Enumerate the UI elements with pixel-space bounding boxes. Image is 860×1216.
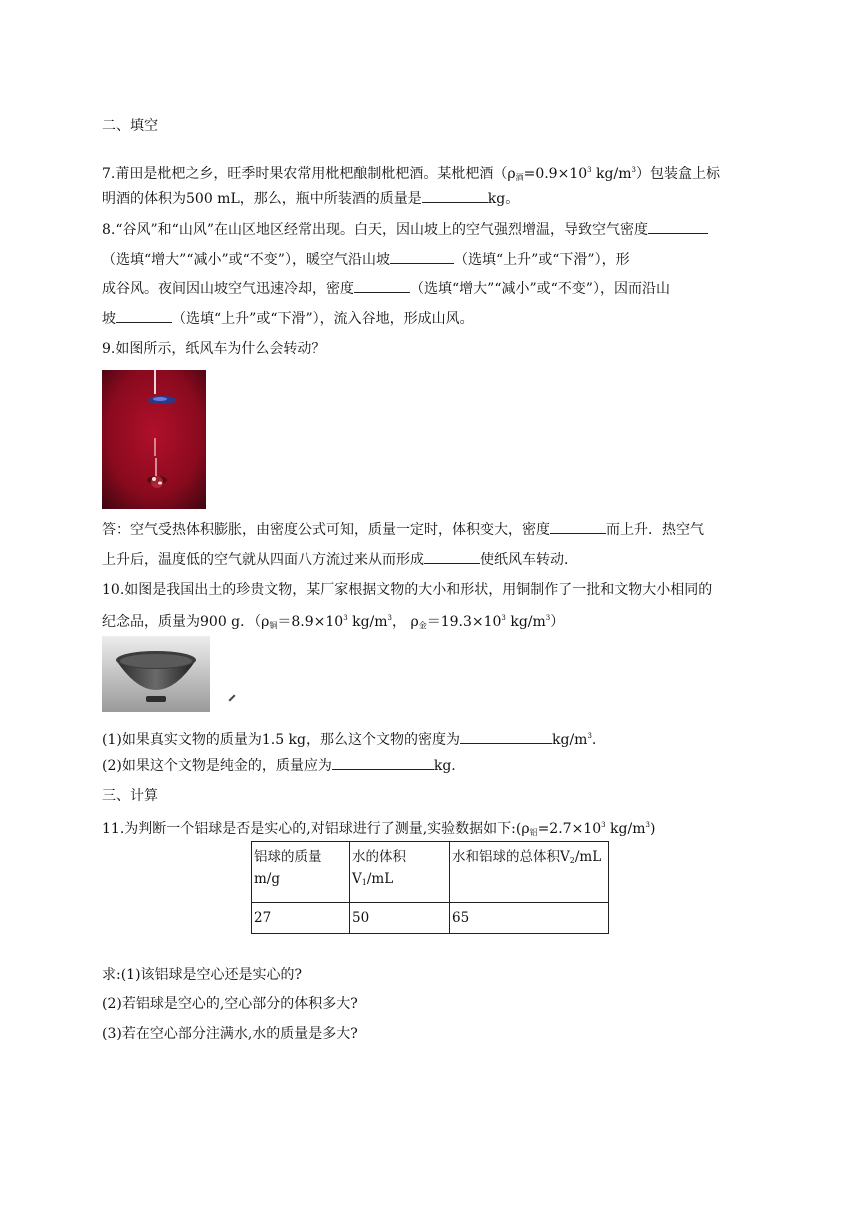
paper-windmill-photo xyxy=(102,370,206,509)
answer-blank xyxy=(332,757,434,770)
cell-total-volume: 65 xyxy=(450,903,609,934)
q7-line-2: 明酒的体积为500 mL，那么，瓶中所装酒的质量是 kg。 xyxy=(102,191,520,207)
q9-answer-line-2: 上升后，温度低的空气就从四面八方流过来从而形成 使纸风车转动． xyxy=(102,552,578,568)
q9-answer-line-1: 答：空气受热体积膨胀，由密度公式可知，质量一定时，体积变大，密度 而上升．热空气 xyxy=(102,522,704,538)
answer-blank xyxy=(550,521,606,534)
q11-ask-1: 求:(1)该铝球是空心还是实心的? xyxy=(102,967,303,983)
q8-line-3: 成谷风。夜间因山坡空气迅速冷却，密度 （选填“增大”“减小”或“不变”），因而沿山 xyxy=(102,281,670,297)
header-water-volume: 水的体积$V_1/mL$ xyxy=(350,842,450,903)
q10-line-1: 10.如图是我国出土的珍贵文物，某厂家根据文物的大小和形状，用铜制作了一批和文物大小相同的 xyxy=(102,582,713,598)
answer-blank xyxy=(422,190,488,203)
q10-part-2: (2)如果这个文物是纯金的，质量应为 kg. xyxy=(102,758,456,774)
header-ball-mass: 铝球的质量 m/g xyxy=(252,842,350,903)
section-heading-fill-in: 二、填空 xyxy=(102,118,158,134)
measurement-table xyxy=(251,841,609,934)
q10-line-2: 纪念品，质量为900 g．（$\rho_铜=8.9\times 10^3$ $kg/m^3$， $\rho_金=19.3\times 10^3$ $kg/m^3$） xyxy=(102,614,565,630)
table-row xyxy=(252,903,609,934)
bronze-bowl-photo xyxy=(102,636,210,712)
q8-line-4: 坡 （选填“上升”或“下滑”），流入谷地，形成山风。 xyxy=(102,311,474,327)
table-header-row xyxy=(252,842,609,903)
answer-blank xyxy=(116,310,172,323)
answer-blank xyxy=(390,251,454,264)
header-total-volume: 水和铝球的总体积$V_2/mL$ xyxy=(450,842,609,903)
q10-part-1: (1)如果真实文物的质量为1.5 kg，那么这个文物的密度为 $kg/m^3$. xyxy=(102,732,597,748)
q8-line-1: 8.“谷风”和“山风”在山区地区经常出现。白天，因山坡上的空气强烈增温，导致空气密度 xyxy=(102,220,708,240)
cell-mass: 27 xyxy=(252,903,350,934)
answer-blank xyxy=(460,731,552,744)
answer-blank xyxy=(648,221,708,234)
q9-question: 9.如图所示，纸风车为什么会转动？ xyxy=(102,341,326,357)
section-heading-calculation: 三、计算 xyxy=(102,788,158,804)
answer-blank xyxy=(424,551,480,564)
q11-ask-2: (2)若铝球是空心的,空心部分的体积多大? xyxy=(102,996,358,1012)
pen-mark xyxy=(228,694,235,701)
q11-question: 11.为判断一个铝球是否是实心的,对铝球进行了测量,实验数据如下$:(\rho_铝=2.7\times 10^3$ $kg/m^3$) xyxy=(102,821,656,837)
answer-blank xyxy=(354,280,410,293)
q7-line-1: 7.莆田是枇杷之乡，旺季时果农常用枇杷酿制枇杷酒。某枇杷酒（$\rho_酒=0.9\times 10^3$ $kg/m^3$）包装盒上标 xyxy=(102,166,720,182)
cell-water-volume: 50 xyxy=(350,903,450,934)
q11-ask-3: (3)若在空心部分注满水,水的质量是多大? xyxy=(102,1026,358,1042)
q8-line-2: （选填“增大”“减小”或“不变”），暖空气沿山坡 （选填“上升”或“下滑”），形 xyxy=(102,252,630,268)
